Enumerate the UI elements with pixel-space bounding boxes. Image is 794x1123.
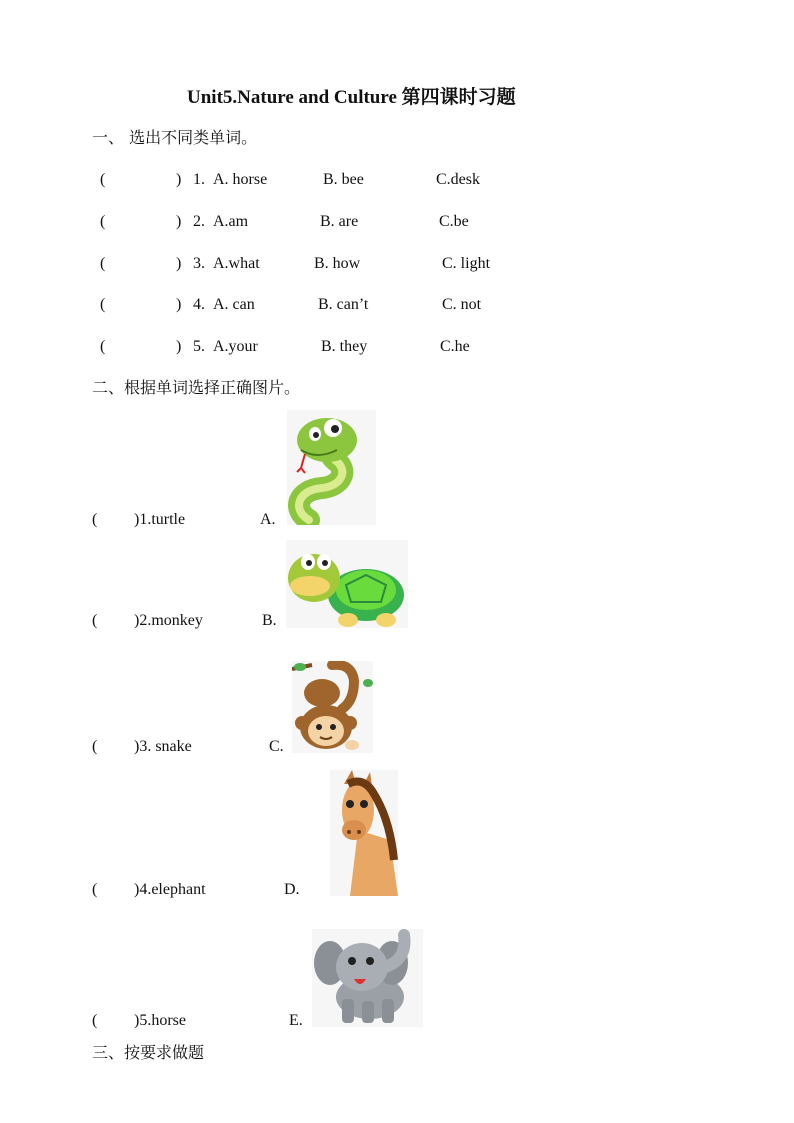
option-a: A. can (213, 296, 255, 313)
option-letter: C. (269, 738, 284, 755)
option-a: A.your (213, 338, 258, 355)
open-paren: ( (100, 338, 106, 355)
horse-icon (330, 770, 398, 896)
option-c: C. not (442, 296, 482, 313)
open-paren: ( (92, 881, 98, 898)
match-word: )5.horse (134, 1012, 186, 1029)
open-paren: ( (100, 213, 106, 230)
option-letter: E. (289, 1012, 303, 1029)
question-number: 5. (193, 338, 205, 355)
close-paren: ) (176, 213, 182, 230)
open-paren: ( (100, 255, 106, 272)
open-paren: ( (92, 1012, 98, 1029)
match-word: )2.monkey (134, 612, 203, 629)
option-b: B. can’t (318, 296, 369, 313)
option-a: A.what (213, 255, 260, 272)
question-number: 1. (193, 171, 205, 188)
option-b: B. how (314, 255, 361, 272)
open-paren: ( (100, 171, 106, 188)
open-paren: ( (92, 511, 98, 528)
option-b: B. bee (323, 171, 364, 188)
match-word: )4.elephant (134, 881, 206, 898)
option-b: B. are (320, 213, 359, 230)
option-b: B. they (321, 338, 368, 355)
option-a: A. horse (213, 171, 268, 188)
open-paren: ( (92, 738, 98, 755)
snake-icon (287, 410, 376, 525)
section-3-heading: 三、按要求做题 (92, 1043, 205, 1062)
option-letter: B. (262, 612, 277, 629)
option-c: C.desk (436, 171, 480, 188)
close-paren: ) (176, 296, 182, 313)
option-c: C.he (440, 338, 470, 355)
close-paren: ) (176, 171, 182, 188)
open-paren: ( (92, 612, 98, 629)
match-word: )1.turtle (134, 511, 186, 528)
option-c: C.be (439, 213, 469, 230)
option-letter: A. (260, 511, 276, 528)
monkey-icon (292, 661, 373, 753)
question-number: 4. (193, 296, 205, 313)
option-c: C. light (442, 255, 491, 272)
question-number: 2. (193, 213, 205, 230)
open-paren: ( (100, 296, 106, 313)
option-letter: D. (284, 881, 300, 898)
question-number: 3. (193, 255, 205, 272)
page-title: Unit5.Nature and Culture 第四课时习题 (187, 87, 516, 108)
section-1-heading: 一、 选出不同类单词。 (92, 128, 258, 147)
section-2-heading: 二、根据单词选择正确图片。 (92, 378, 301, 397)
close-paren: ) (176, 338, 182, 355)
turtle-icon (286, 540, 408, 628)
close-paren: ) (176, 255, 182, 272)
elephant-icon (312, 929, 423, 1027)
option-a: A.am (213, 213, 249, 230)
match-word: )3. snake (134, 738, 192, 755)
